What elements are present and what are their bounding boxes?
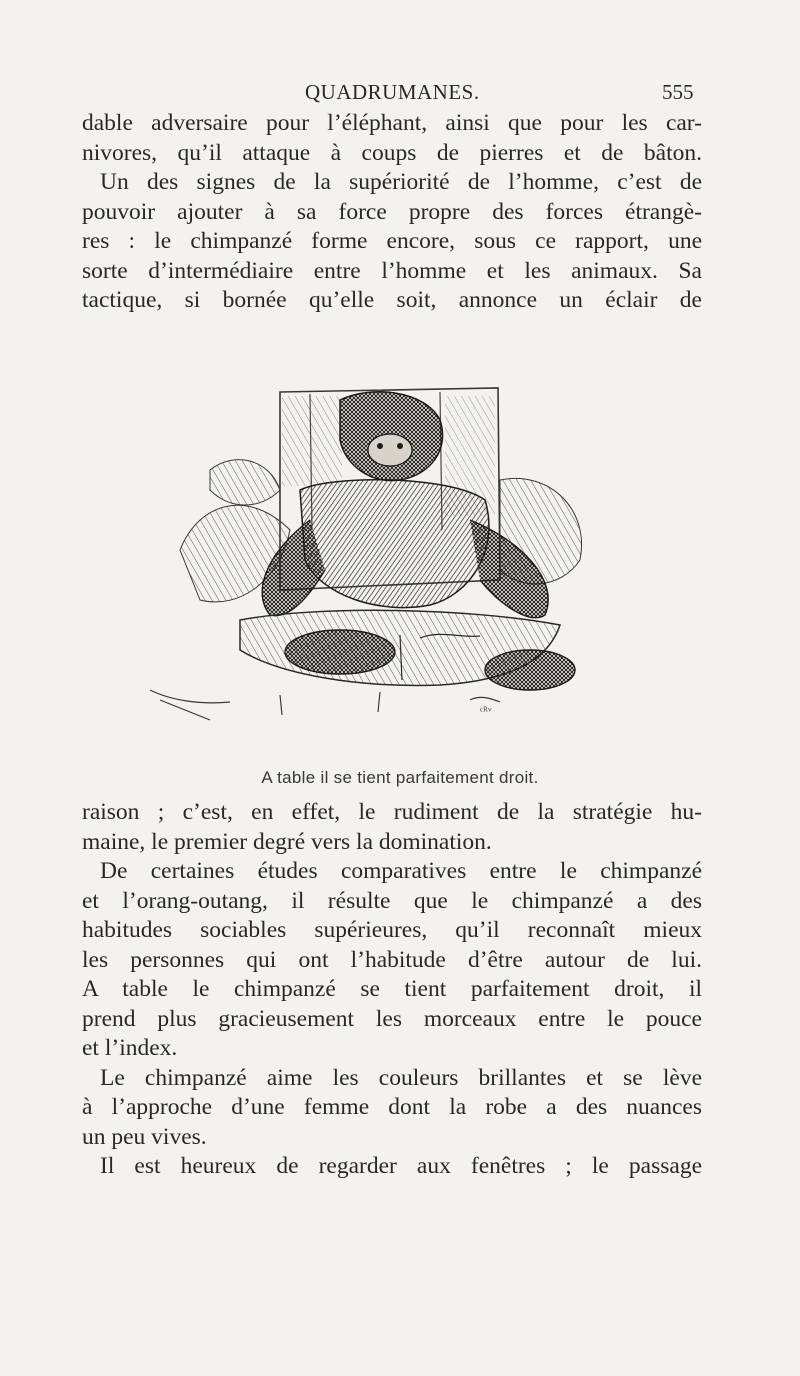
text-line: De certaines études comparatives entre le chimpanzé	[100, 858, 702, 884]
text-line: habitudes sociables supérieures, qu’il reconnaît mieux	[82, 917, 702, 943]
text-line: prend plus gracieusement les morceaux entre le pouce	[82, 1005, 702, 1032]
text-line: les personnes qui ont l’habitude d’être autour de lui.	[82, 946, 702, 973]
text-line: sorte d’intermédiaire entre l’homme et les animaux. Sa	[82, 257, 702, 284]
page-header	[0, 80, 800, 110]
paragraph-1	[82, 109, 702, 316]
text-line: maine, le premier degré vers la domination.	[82, 828, 492, 855]
text-line: pouvoir ajouter à sa force propre des forces étrangè-	[82, 198, 702, 225]
text-line: raison ; c’est, en effet, le rudiment de la stratégie hu-	[82, 799, 702, 825]
text-line: Il est heureux de regarder aux fenêtres ; le passage	[100, 1153, 702, 1179]
text-line: Le chimpanzé aime les couleurs brillantes et se lève	[100, 1064, 702, 1091]
running-title: QUADRUMANES.	[305, 80, 480, 104]
text-line: A table le chimpanzé se tient parfaitement droit, il	[82, 976, 702, 1002]
paragraph-2	[82, 798, 702, 1182]
text-line: dable adversaire pour l’éléphant, ainsi que pour les car-	[82, 110, 702, 136]
text-line: Un des signes de la supériorité de l’homme, c’est de	[100, 169, 702, 195]
figure-caption: A table il se tient parfaitement droit.	[261, 768, 539, 787]
text-line: et l’index.	[82, 1035, 178, 1061]
text-line: un peu vives.	[82, 1123, 207, 1150]
text-line: tactique, si bornée qu’elle soit, annonce un éclair de	[82, 287, 702, 313]
text-line: et l’orang-outang, il résulte que le chimpanzé a des	[82, 887, 702, 914]
page-number: 555	[662, 80, 694, 104]
svg-text:ᶜᴿᵛ: ᶜᴿᵛ	[480, 704, 492, 718]
text-line: res : le chimpanzé forme encore, sous ce rapport, une	[82, 228, 702, 254]
chimpanzee-engraving-illustration	[140, 380, 640, 725]
text-line: à l’approche d’une femme dont la robe a des nuances	[82, 1094, 702, 1120]
text-line: nivores, qu’il attaque à coups de pierres et de bâton.	[82, 139, 702, 166]
